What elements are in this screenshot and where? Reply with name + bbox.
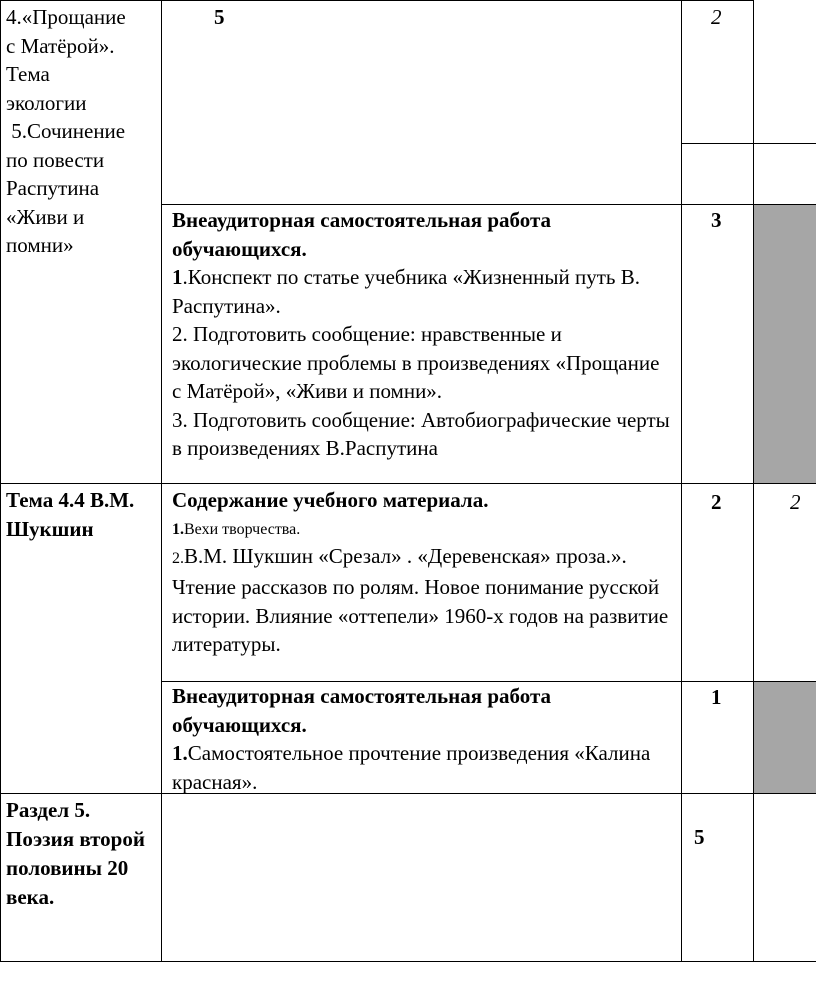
topic-line: Тема <box>6 62 50 86</box>
hours-row1: 5 <box>214 5 225 29</box>
task-item-1 <box>172 263 672 320</box>
topic-line: 4.«Прощание <box>6 5 126 29</box>
topic-cell-row3: Тема 4.4 В.М. Шукшин <box>6 488 135 541</box>
item-number: 1 <box>172 265 183 289</box>
section-title: Содержание учебного материала. <box>172 488 489 512</box>
topic-line: экологии <box>6 90 87 115</box>
grid-line <box>0 0 753 1</box>
topic-line: помни» <box>6 233 74 257</box>
task-item-3: 3. Подготовить сообщение: Автобиографические черты в произведениях В.Распутина <box>172 407 670 460</box>
section-title: Внеаудиторная самостоятельная работа обучающихся. <box>172 684 552 737</box>
content-item-2 <box>172 542 672 659</box>
grid-line <box>681 143 816 144</box>
grid-line <box>161 0 162 962</box>
level-row3: 2 <box>790 490 801 514</box>
grid-line <box>681 0 682 962</box>
task-item-1 <box>172 739 672 796</box>
item-number: 1. <box>172 520 184 538</box>
grid-line <box>753 0 754 962</box>
grid-line <box>0 483 816 484</box>
item-number: 1. <box>172 741 188 765</box>
item-number: 2. <box>172 549 184 567</box>
content-cell-row4 <box>172 682 672 796</box>
section-title: Внеаудиторная самостоятельная работа обучающихся. <box>172 208 552 261</box>
grid-line <box>0 0 1 962</box>
grid-line <box>0 961 816 962</box>
hours-row2: 3 <box>711 208 722 232</box>
content-item-1 <box>172 515 672 542</box>
content-cell-row3 <box>172 486 672 659</box>
item-text: .Конспект по статье учебника «Жизненный путь В. Распутина». <box>172 265 641 318</box>
grid-line <box>161 204 816 205</box>
topic-cell-row1 <box>6 3 158 260</box>
shaded-cell-row2 <box>753 204 816 483</box>
item-text: Вехи творчества. <box>184 520 301 538</box>
topic-line: с Матёрой». <box>6 33 115 58</box>
hours-row5: 5 <box>694 825 705 849</box>
level-row1: 2 <box>711 5 722 29</box>
topic-line: по повести <box>6 147 105 172</box>
topic-line: 5.Сочинение <box>6 119 126 143</box>
topic-line: Распутина <box>6 176 100 200</box>
item-text: Самостоятельное прочтение произведения «Калина красная». <box>172 741 651 794</box>
hours-row3: 2 <box>711 490 722 514</box>
content-cell-row2 <box>172 206 672 463</box>
item-text: В.М. Шукшин «Срезал» . «Деревенская» проза.». Чтение рассказов по ролям. Новое понимание русской истории. Влияние «оттепели» 1960-х годов на развитие литературы. <box>172 543 669 656</box>
topic-line: «Живи и <box>6 204 85 229</box>
task-item-2: 2. Подготовить сообщение: нравственные и экологические проблемы в произведениях «Прощание с Матёрой», «Живи и помни». <box>172 322 660 403</box>
hours-row4: 1 <box>711 685 722 709</box>
topic-cell-row5: Раздел 5. Поэзия второй половины 20 века. <box>6 798 145 909</box>
shaded-cell-row4 <box>753 681 816 793</box>
